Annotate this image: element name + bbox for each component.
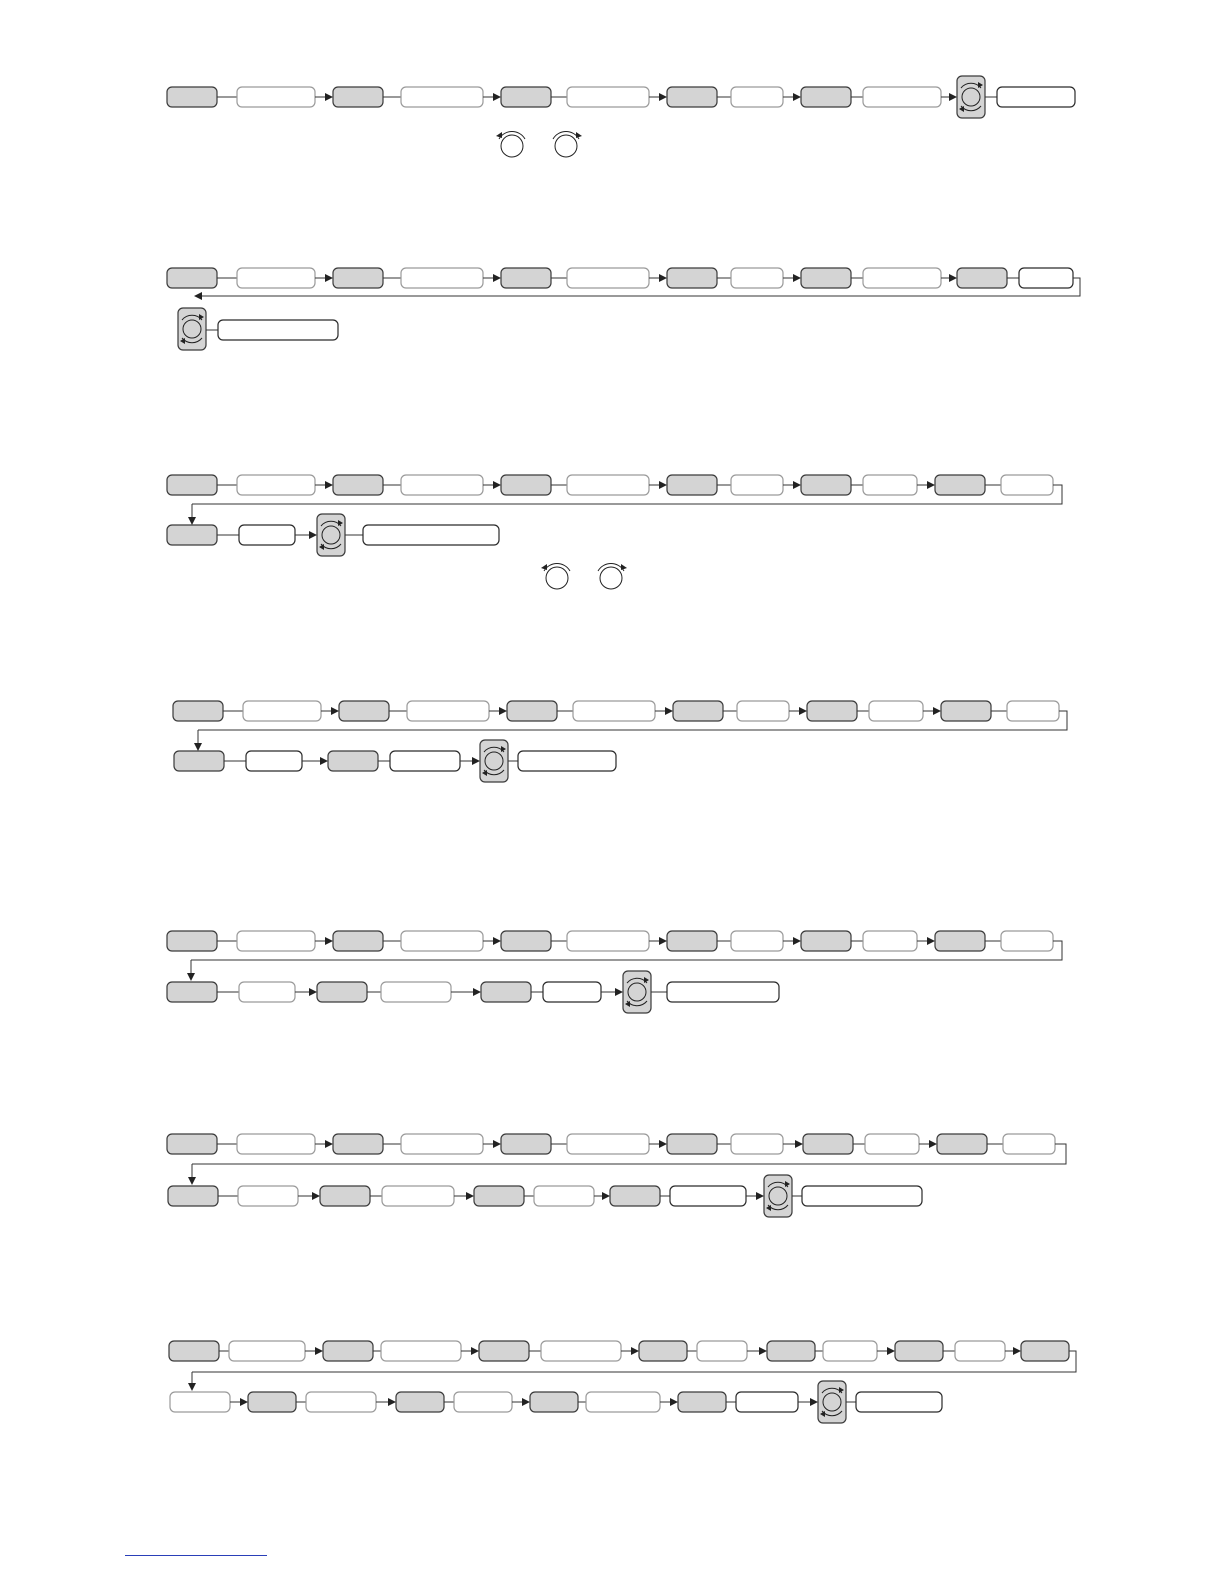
display-field [243, 701, 321, 721]
rotary-knob-icon[interactable] [178, 308, 206, 350]
key-button[interactable] [481, 982, 531, 1002]
display-field [731, 268, 783, 288]
key-button[interactable] [333, 268, 383, 288]
key-button[interactable] [957, 268, 1007, 288]
display-field [737, 701, 789, 721]
key-button[interactable] [167, 87, 217, 107]
sequence-6 [167, 1134, 1066, 1217]
display-field [218, 320, 338, 340]
display-field [670, 1186, 746, 1206]
display-field [401, 268, 483, 288]
sequence-5 [167, 931, 1062, 1013]
display-field [381, 1341, 461, 1361]
key-button[interactable] [167, 525, 217, 545]
key-button[interactable] [479, 1341, 529, 1361]
key-button[interactable] [317, 982, 367, 1002]
key-button[interactable] [639, 1341, 687, 1361]
display-field [567, 87, 649, 107]
key-button[interactable] [323, 1341, 373, 1361]
key-button[interactable] [501, 475, 551, 495]
display-field [1001, 475, 1053, 495]
key-button[interactable] [667, 87, 717, 107]
key-button[interactable] [169, 1341, 219, 1361]
display-field [534, 1186, 594, 1206]
sequence-7 [169, 1341, 1076, 1423]
display-field [586, 1392, 660, 1412]
rotary-knob-icon[interactable] [818, 1381, 846, 1423]
display-field [697, 1341, 747, 1361]
display-field [823, 1341, 877, 1361]
display-field [401, 87, 483, 107]
key-button[interactable] [937, 1134, 987, 1154]
key-button[interactable] [501, 87, 551, 107]
display-field [567, 475, 649, 495]
display-field [363, 525, 499, 545]
display-field [869, 701, 923, 721]
key-button[interactable] [474, 1186, 524, 1206]
key-button[interactable] [673, 701, 723, 721]
key-button[interactable] [667, 475, 717, 495]
display-field [541, 1341, 621, 1361]
key-button[interactable] [333, 931, 383, 951]
key-button[interactable] [807, 701, 857, 721]
display-field [246, 751, 302, 771]
display-field [407, 701, 489, 721]
key-button[interactable] [396, 1392, 444, 1412]
key-button[interactable] [333, 475, 383, 495]
display-field [863, 475, 917, 495]
display-field [239, 525, 295, 545]
display-field [731, 931, 783, 951]
display-field [237, 931, 315, 951]
key-button[interactable] [173, 701, 223, 721]
display-field [731, 475, 783, 495]
key-button[interactable] [610, 1186, 660, 1206]
rotary-knob-icon[interactable] [957, 76, 985, 118]
display-field [573, 701, 655, 721]
key-button[interactable] [339, 701, 389, 721]
display-field [238, 1186, 298, 1206]
key-button[interactable] [935, 931, 985, 951]
display-field [237, 475, 315, 495]
key-button[interactable] [167, 475, 217, 495]
rotary-knob-icon[interactable] [480, 740, 508, 782]
key-button[interactable] [174, 751, 224, 771]
key-button[interactable] [667, 931, 717, 951]
display-field [239, 982, 295, 1002]
display-field [567, 268, 649, 288]
key-button[interactable] [767, 1341, 815, 1361]
display-field [170, 1392, 230, 1412]
key-button[interactable] [801, 87, 851, 107]
key-button[interactable] [320, 1186, 370, 1206]
display-field [567, 1134, 649, 1154]
display-field [390, 751, 460, 771]
display-field [381, 982, 451, 1002]
key-button[interactable] [333, 87, 383, 107]
display-field [955, 1341, 1005, 1361]
key-button[interactable] [167, 931, 217, 951]
display-field [401, 475, 483, 495]
key-button[interactable] [801, 268, 851, 288]
rotary-knob-icon[interactable] [764, 1175, 792, 1217]
key-button[interactable] [167, 268, 217, 288]
key-button[interactable] [1021, 1341, 1069, 1361]
display-field [306, 1392, 376, 1412]
display-field [567, 931, 649, 951]
key-button[interactable] [501, 268, 551, 288]
display-field [856, 1392, 942, 1412]
footer-link[interactable] [125, 1555, 267, 1556]
display-field [1001, 931, 1053, 951]
key-button[interactable] [501, 1134, 551, 1154]
sequence-1 [167, 76, 1075, 157]
key-button[interactable] [667, 1134, 717, 1154]
key-button[interactable] [333, 1134, 383, 1154]
key-button[interactable] [667, 268, 717, 288]
display-field [543, 982, 601, 1002]
rotary-knob-icon[interactable] [317, 514, 345, 556]
key-button[interactable] [168, 1186, 218, 1206]
display-field [997, 87, 1075, 107]
display-field [518, 751, 616, 771]
display-field [863, 931, 917, 951]
sequence-2 [167, 268, 1080, 350]
display-field [382, 1186, 454, 1206]
key-button[interactable] [801, 931, 851, 951]
key-button[interactable] [801, 475, 851, 495]
display-field [731, 87, 783, 107]
sequence-3 [167, 475, 1062, 589]
display-field [401, 1134, 483, 1154]
display-field [454, 1392, 512, 1412]
display-field [237, 87, 315, 107]
display-field [802, 1186, 922, 1206]
rotary-knob-icon[interactable] [623, 971, 651, 1013]
display-field [667, 982, 779, 1002]
key-button[interactable] [507, 701, 557, 721]
display-field [863, 268, 941, 288]
key-button[interactable] [941, 701, 991, 721]
display-field [865, 1134, 919, 1154]
display-field [401, 931, 483, 951]
key-button[interactable] [167, 982, 217, 1002]
rotate-counterclockwise-icon [496, 131, 525, 157]
display-field [736, 1392, 798, 1412]
sequence-4 [173, 701, 1067, 782]
key-button[interactable] [328, 751, 378, 771]
key-button[interactable] [803, 1134, 853, 1154]
key-button[interactable] [678, 1392, 726, 1412]
key-button[interactable] [935, 475, 985, 495]
display-field [863, 87, 941, 107]
key-button[interactable] [248, 1392, 296, 1412]
key-button[interactable] [167, 1134, 217, 1154]
display-field [229, 1341, 305, 1361]
rotate-clockwise-icon [553, 131, 582, 157]
display-field [237, 1134, 315, 1154]
key-button[interactable] [530, 1392, 578, 1412]
display-field [1003, 1134, 1055, 1154]
key-button[interactable] [501, 931, 551, 951]
display-field [731, 1134, 783, 1154]
rotate-counterclockwise-icon [541, 563, 570, 589]
display-field [1007, 701, 1059, 721]
rotate-clockwise-icon [598, 563, 627, 589]
display-field [237, 268, 315, 288]
display-field [1019, 268, 1073, 288]
key-button[interactable] [895, 1341, 943, 1361]
